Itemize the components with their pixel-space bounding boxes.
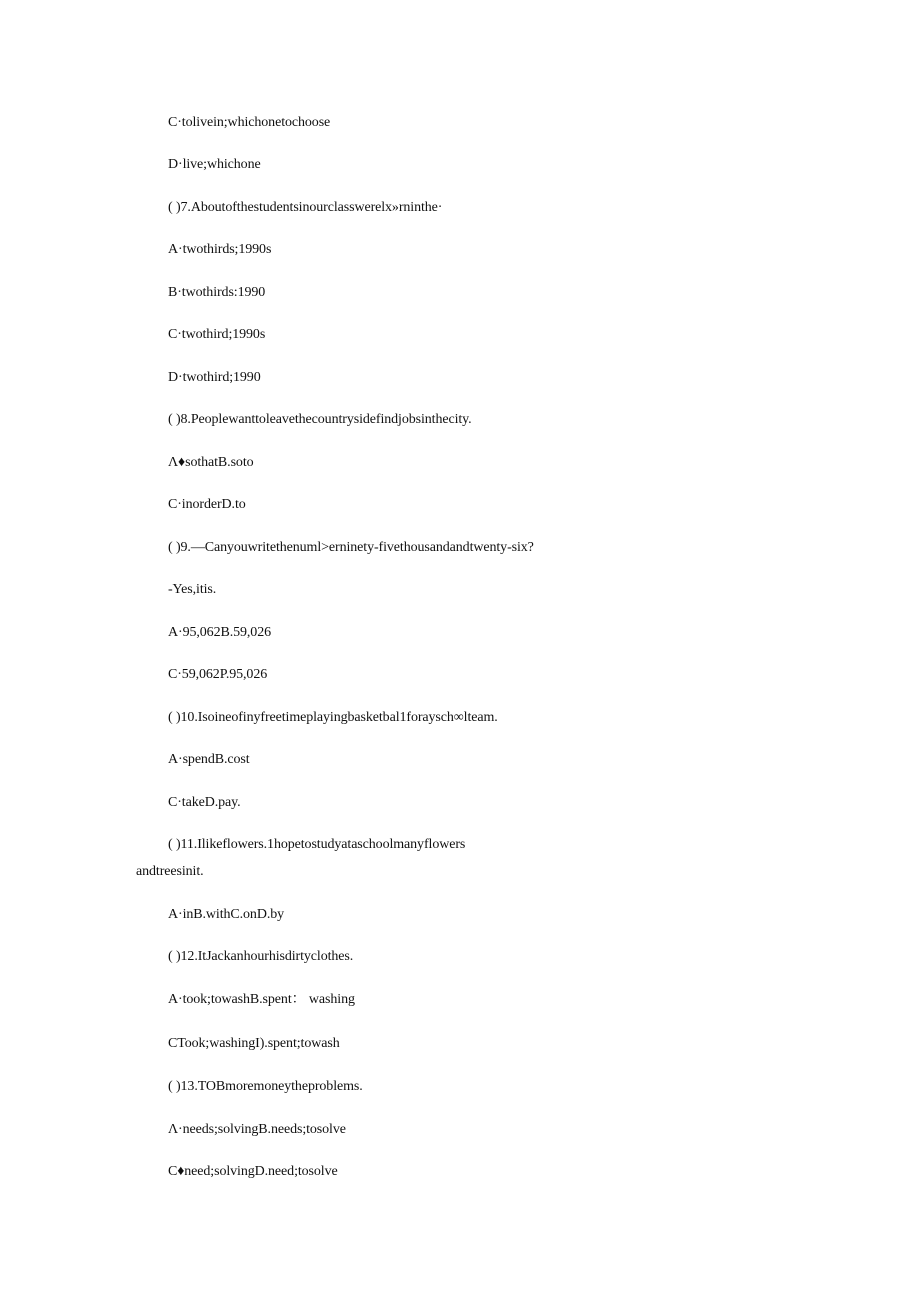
- question-11-continued: andtreesinit.: [136, 864, 204, 879]
- option-a-q7: A·twothirds;1990s: [168, 242, 272, 257]
- question-7: ( )7.Aboutofthestudentsinourclasswerelx»rninthe·: [168, 200, 443, 215]
- answer-line-q9: -Yes,itis.: [168, 582, 217, 597]
- question-10: ( )10.Isoineofinyfreetimeplayingbasketbal1foraysch∞lteam.: [168, 710, 498, 725]
- question-12: ( )12.ItJackanhourhisdirtyclothes.: [168, 949, 354, 964]
- options-cd-q12: CTook;washingI).spent;towash: [168, 1036, 340, 1051]
- question-13: ( )13.TOBmoremoneytheproblems.: [168, 1079, 363, 1094]
- option-c-q7: C·twothird;1990s: [168, 327, 266, 342]
- question-9: ( )9.—Canyouwritethenuml>erninety-fivethousandandtwenty-six?: [168, 540, 534, 555]
- options-cd-q8: C·inorderD.to: [168, 497, 246, 512]
- option-d-q6: D·live;whichone: [168, 157, 261, 172]
- question-11: ( )11.Ilikeflowers.1hopetostudyataschoolmanyflowers: [168, 837, 466, 852]
- options-ab-q9: A·95,062B.59,026: [168, 625, 272, 640]
- option-b-q7: B·twothirds:1990: [168, 285, 266, 300]
- options-ab-q10: A·spendB.cost: [168, 752, 250, 767]
- options-cd-q9: C·59,062P.95,026: [168, 667, 268, 682]
- options-q11: A·inB.withC.onD.by: [168, 907, 285, 922]
- options-ab-q12: A·took;towashB.spent： washing: [168, 992, 355, 1007]
- option-c-q6: C·tolivein;whichonetochoose: [168, 115, 331, 130]
- options-cd-q13: C♦need;solvingD.need;tosolve: [168, 1164, 338, 1179]
- options-ab-q8: Λ♦sothatB.soto: [168, 455, 254, 470]
- options-ab-q13: Λ·needs;solvingB.needs;tosolve: [168, 1122, 346, 1137]
- question-8: ( )8.Peoplewanttoleavethecountrysidefindjobsinthecity.: [168, 412, 472, 427]
- option-d-q7: D·twothird;1990: [168, 370, 261, 385]
- options-cd-q10: C·takeD.pay.: [168, 795, 241, 810]
